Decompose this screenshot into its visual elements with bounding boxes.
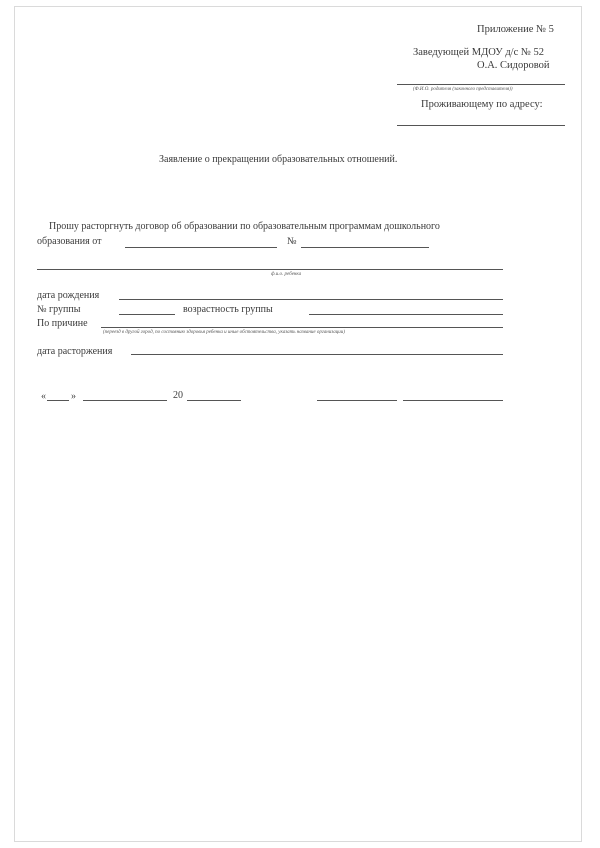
birth-date-line (119, 299, 503, 300)
contract-number-line (301, 247, 429, 248)
address-line (397, 125, 565, 126)
request-text-line-2: образования от (37, 236, 102, 247)
month-line (83, 400, 167, 401)
year-prefix: 20 (173, 390, 183, 401)
group-age-line (309, 314, 503, 315)
signature-decoding-line (403, 400, 503, 401)
signature-line (317, 400, 397, 401)
date-open-quote: « (41, 391, 46, 402)
document-page (14, 6, 582, 842)
year-line (187, 400, 241, 401)
request-text-line-1: Прошу расторгнуть договор об образовании по образовательным программам дошкольного (49, 221, 440, 232)
group-age-label: возрастность группы (183, 304, 273, 315)
appendix-label: Приложение № 5 (477, 24, 554, 35)
child-name-caption: ф.и.о. ребенка (271, 272, 302, 277)
group-number-label: № группы (37, 304, 81, 315)
child-name-line (37, 269, 503, 270)
addressee-line-2: О.А. Сидоровой (477, 60, 550, 71)
reason-caption: (переезд в другой город, по состоянию здоровья ребенка и иные обстоятельства, указать название организации) (103, 330, 345, 335)
contract-date-line (125, 247, 277, 248)
applicant-name-line (397, 84, 565, 85)
birth-date-label: дата рождения (37, 290, 100, 301)
number-sign: № (287, 236, 297, 247)
reason-label: По причине (37, 318, 88, 329)
document-title: Заявление о прекращении образовательных отношений. (159, 154, 398, 165)
reason-line (101, 327, 503, 328)
termination-date-label: дата расторжения (37, 346, 113, 357)
date-close-quote: » (71, 391, 76, 402)
day-line (47, 400, 69, 401)
group-number-line (119, 314, 175, 315)
applicant-name-caption: (Ф.И.О. родителя (законного представителя)) (413, 87, 513, 92)
termination-date-line (131, 354, 503, 355)
addressee-line-1: Заведующей МДОУ д/с № 52 (413, 47, 545, 58)
residence-label: Проживающему по адресу: (421, 99, 543, 110)
